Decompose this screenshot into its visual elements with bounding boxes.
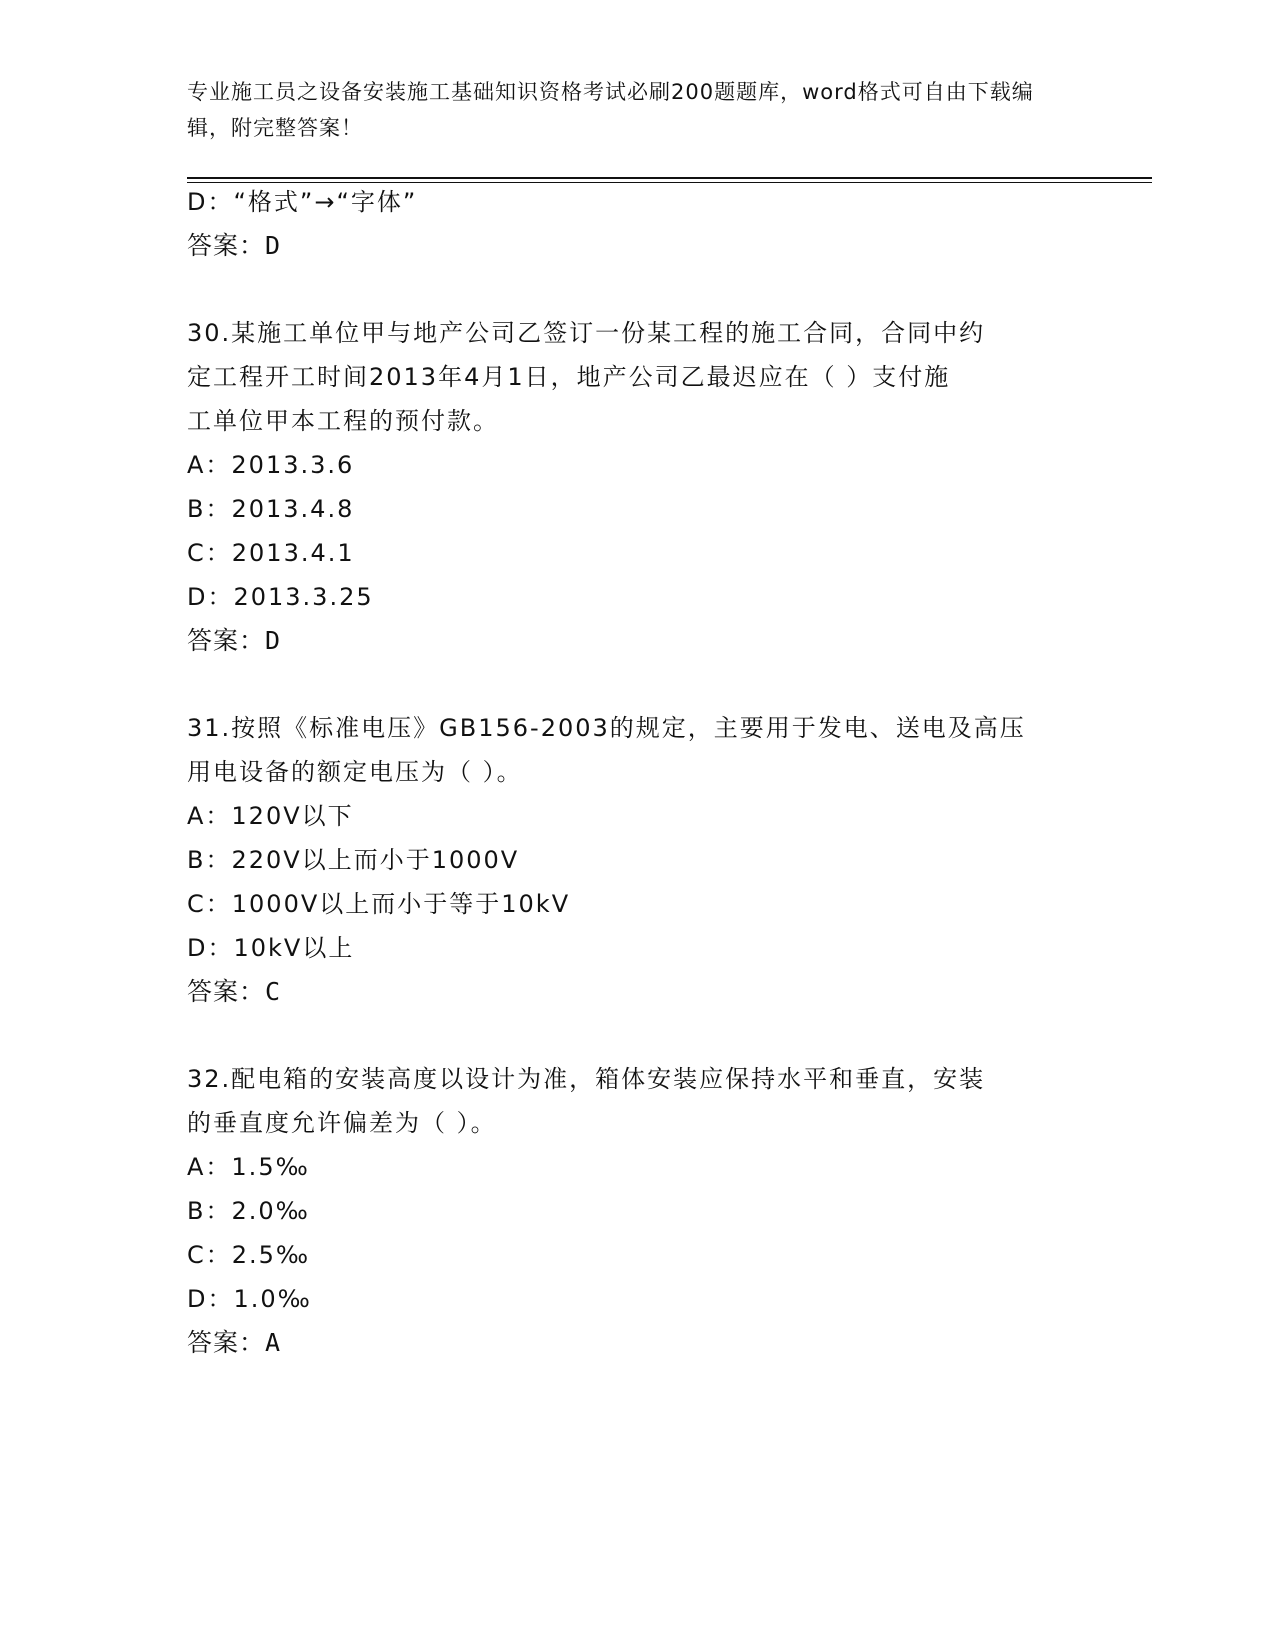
q32-option-b: B：2.0‰: [187, 1197, 310, 1225]
q32-text-line1: 32.配电箱的安装高度以设计为准，箱体安装应保持水平和垂直，安装: [187, 1065, 986, 1093]
q30-answer: 答案：D: [187, 626, 282, 655]
q32-option-a: A：1.5‰: [187, 1153, 310, 1181]
q31-option-b: B：220V以上而小于1000V: [187, 846, 520, 874]
q30-option-d: D：2013.3.25: [187, 583, 374, 611]
page-header: 专业施工员之设备安装施工基础知识资格考试必刷200题题库，word格式可自由下载编辑，附完整答案！: [187, 80, 1034, 140]
prev-option-d: D：“格式”→“字体”: [187, 188, 418, 216]
q32-option-c: C：2.5‰: [187, 1241, 311, 1269]
q30-text-line1: 30.某施工单位甲与地产公司乙签订一份某工程的施工合同，合同中约: [187, 319, 986, 347]
q31-answer: 答案：C: [187, 977, 282, 1006]
q32-answer: 答案：A: [187, 1328, 282, 1357]
q31-option-c: C：1000V以上而小于等于10kV: [187, 890, 571, 918]
q31-option-d: D：10kV以上: [187, 934, 355, 962]
prev-answer: 答案：D: [187, 231, 282, 260]
q31-text-line1: 31.按照《标准电压》GB156-2003的规定，主要用于发电、送电及高压: [187, 714, 1026, 742]
q32-text-line2: 的垂直度允许偏差为（ ）。: [187, 1109, 497, 1137]
q30-option-c: C：2013.4.1: [187, 539, 355, 567]
q30-option-a: A：2013.3.6: [187, 451, 355, 479]
q32-option-d: D：1.0‰: [187, 1285, 312, 1313]
q31-option-a: A：120V以下: [187, 802, 354, 830]
q30-option-b: B：2013.4.8: [187, 495, 355, 523]
q30-text-line2: 定工程开工时间2013年4月1日，地产公司乙最迟应在（ ）支付施: [187, 363, 951, 391]
q31-text-line2: 用电设备的额定电压为（ ）。: [187, 758, 523, 786]
q30-text-line3: 工单位甲本工程的预付款。: [187, 407, 499, 435]
